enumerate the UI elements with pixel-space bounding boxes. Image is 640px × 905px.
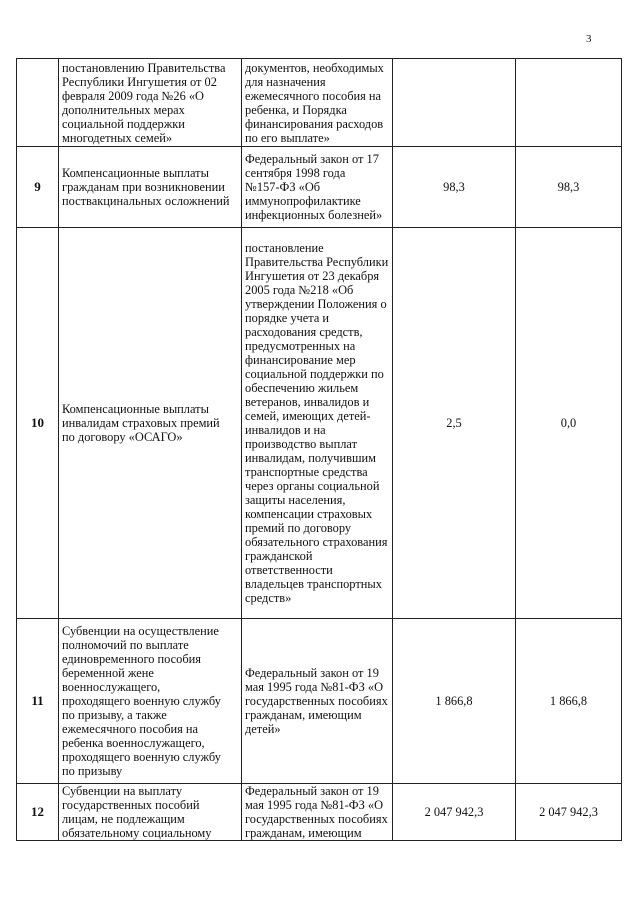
expense-name-line: полномочий по выплате [62,638,189,652]
amount-cell-1: 1 866,8 [393,619,516,784]
expense-name-line: лицам, не подлежащим [62,812,185,826]
amount-cell-1: 98,3 [393,147,516,228]
expense-name-line: единовременного пособия [62,652,201,666]
legal-basis-cell [242,59,393,147]
expense-name-line: гражданам при возникновении [62,180,225,194]
legal-basis-line: государственных пособиях [245,694,388,708]
legal-basis-line: премий по договору [245,521,352,535]
expense-name-line: Субвенции на осуществление [62,624,219,638]
legal-basis-line: ежемесячного пособия на [245,88,382,103]
expense-name-cell [59,147,242,228]
legal-basis-line: ветеранов, инвалидов и [245,395,370,409]
expense-name-line: обязательному социальному [62,826,212,840]
legal-basis-line: обязательного страхования [245,535,388,549]
legal-basis-line: для назначения [245,74,326,89]
legal-basis-line: утверждении Положения о [245,297,387,311]
expense-name-cell [59,59,242,147]
table-row [17,59,622,147]
legal-basis-cell [242,228,393,619]
expense-name-line: ребенка военнослужащего, [62,736,205,750]
legal-basis-line: транспортные средства [245,465,368,479]
legal-basis-line: владельцев транспортных [245,577,382,591]
legal-basis-line: сентября 1998 года [245,166,346,180]
legal-basis-line: иммунопрофилактике [245,194,361,208]
expense-name-line: Компенсационные выплаты [62,166,209,180]
legal-basis-line: документов, необходимых [245,60,384,75]
amount-cell-2: 0,0 [516,228,622,619]
legal-basis-line: Ингушетия от 23 декабря [245,269,380,283]
legal-basis-cell [242,784,393,841]
expense-name-line: государственных пособий [62,798,200,812]
amount-cell-2: 98,3 [516,147,622,228]
legal-basis-line: компенсации страховых [245,507,373,521]
legal-basis-line: семей, имеющих детей- [245,409,371,423]
expense-name-cell [59,619,242,784]
legal-basis-line: гражданской [245,549,313,563]
row-number: 11 [17,619,59,784]
expense-name-line: проходящего военную службу [62,750,221,764]
expense-name-line: Республики Ингушетия от 02 [62,74,217,89]
legal-basis-line: инвалидов и на [245,423,326,437]
expense-name-line: поствакцинальных осложнений [62,194,230,208]
table-row [17,147,622,228]
legal-basis-line: мая 1995 года №81-ФЗ «О [245,680,384,694]
legal-basis-line: производство выплат [245,437,358,451]
legal-basis-line: детей» [245,722,281,736]
expense-name-line: Субвенции на выплату [62,784,183,798]
legal-basis-line: ответственности [245,563,333,577]
legal-basis-line: защиты населения, [245,493,346,507]
legal-basis-line: государственных пособиях [245,812,388,826]
legal-basis-line: гражданам, имеющим [245,708,362,722]
legal-basis-line: социальной поддержки по [245,367,384,381]
legal-basis-line: №157-ФЗ «Об [245,180,321,194]
expense-name-line: проходящего военную службу [62,694,221,708]
legal-basis-line: гражданам, имеющим [245,826,362,840]
legal-basis-line: финансирование мер [245,353,356,367]
page-number: 3 [586,33,592,45]
legal-basis-line: инвалидам, получившим [245,451,376,465]
expense-name-line: по договору «ОСАГО» [62,430,183,444]
expense-name-line: дополнительных мерах [62,102,185,117]
expense-name-line: по призыву [62,764,123,778]
legal-basis-line: финансирования расходов [245,116,384,131]
expense-name-line: по призыву, а также [62,708,167,722]
table-row [17,784,622,841]
expense-name-line: военнослужащего, [62,680,161,694]
row-number: 10 [17,228,59,619]
row-number: 9 [17,147,59,228]
expense-name-line: Компенсационные выплаты [62,402,209,416]
legal-basis-line: инфекционных болезней» [245,208,383,222]
row-number [17,59,59,147]
legal-basis-line: Федеральный закон от 17 [245,152,379,166]
amount-cell-1 [393,59,516,147]
expense-name-line: многодетных семей» [62,130,173,145]
legal-basis-line: средств» [245,591,292,605]
expense-name-line: беременной жене [62,666,154,680]
table-row [17,228,622,619]
expense-name-line: постановлению Правительства [62,60,226,75]
expense-name-line: социальной поддержки [62,116,185,131]
legal-basis-cell [242,619,393,784]
legal-basis-line: через органы социальной [245,479,380,493]
expense-name-cell [59,228,242,619]
legal-basis-line: мая 1995 года №81-ФЗ «О [245,798,384,812]
row-number: 12 [17,784,59,841]
table-row [17,619,622,784]
amount-cell-2: 1 866,8 [516,619,622,784]
legal-basis-line: Правительства Республики [245,255,389,269]
legal-basis-line: 2005 года №218 «Об [245,283,354,297]
legal-basis-line: Федеральный закон от 19 [245,784,379,798]
legal-basis-line: обеспечению жильем [245,381,359,395]
amount-cell-2 [516,59,622,147]
benefits-table [16,58,622,841]
expense-name-line: инвалидам страховых премий [62,416,220,430]
legal-basis-line: предусмотренных на [245,339,356,353]
legal-basis-line: Федеральный закон от 19 [245,666,379,680]
legal-basis-line: ребенка, и Порядка [245,102,347,117]
legal-basis-cell [242,147,393,228]
legal-basis-line: по его выплате» [245,130,330,145]
amount-cell-2: 2 047 942,3 [516,784,622,841]
expense-name-line: ежемесячного пособия на [62,722,199,736]
expense-name-cell [59,784,242,841]
expense-name-line: февраля 2009 года №26 «О [62,88,205,103]
amount-cell-1: 2 047 942,3 [393,784,516,841]
amount-cell-1: 2,5 [393,228,516,619]
legal-basis-line: расходования средств, [245,325,363,339]
legal-basis-line: постановление [245,241,324,255]
legal-basis-line: порядке учета и [245,311,330,325]
